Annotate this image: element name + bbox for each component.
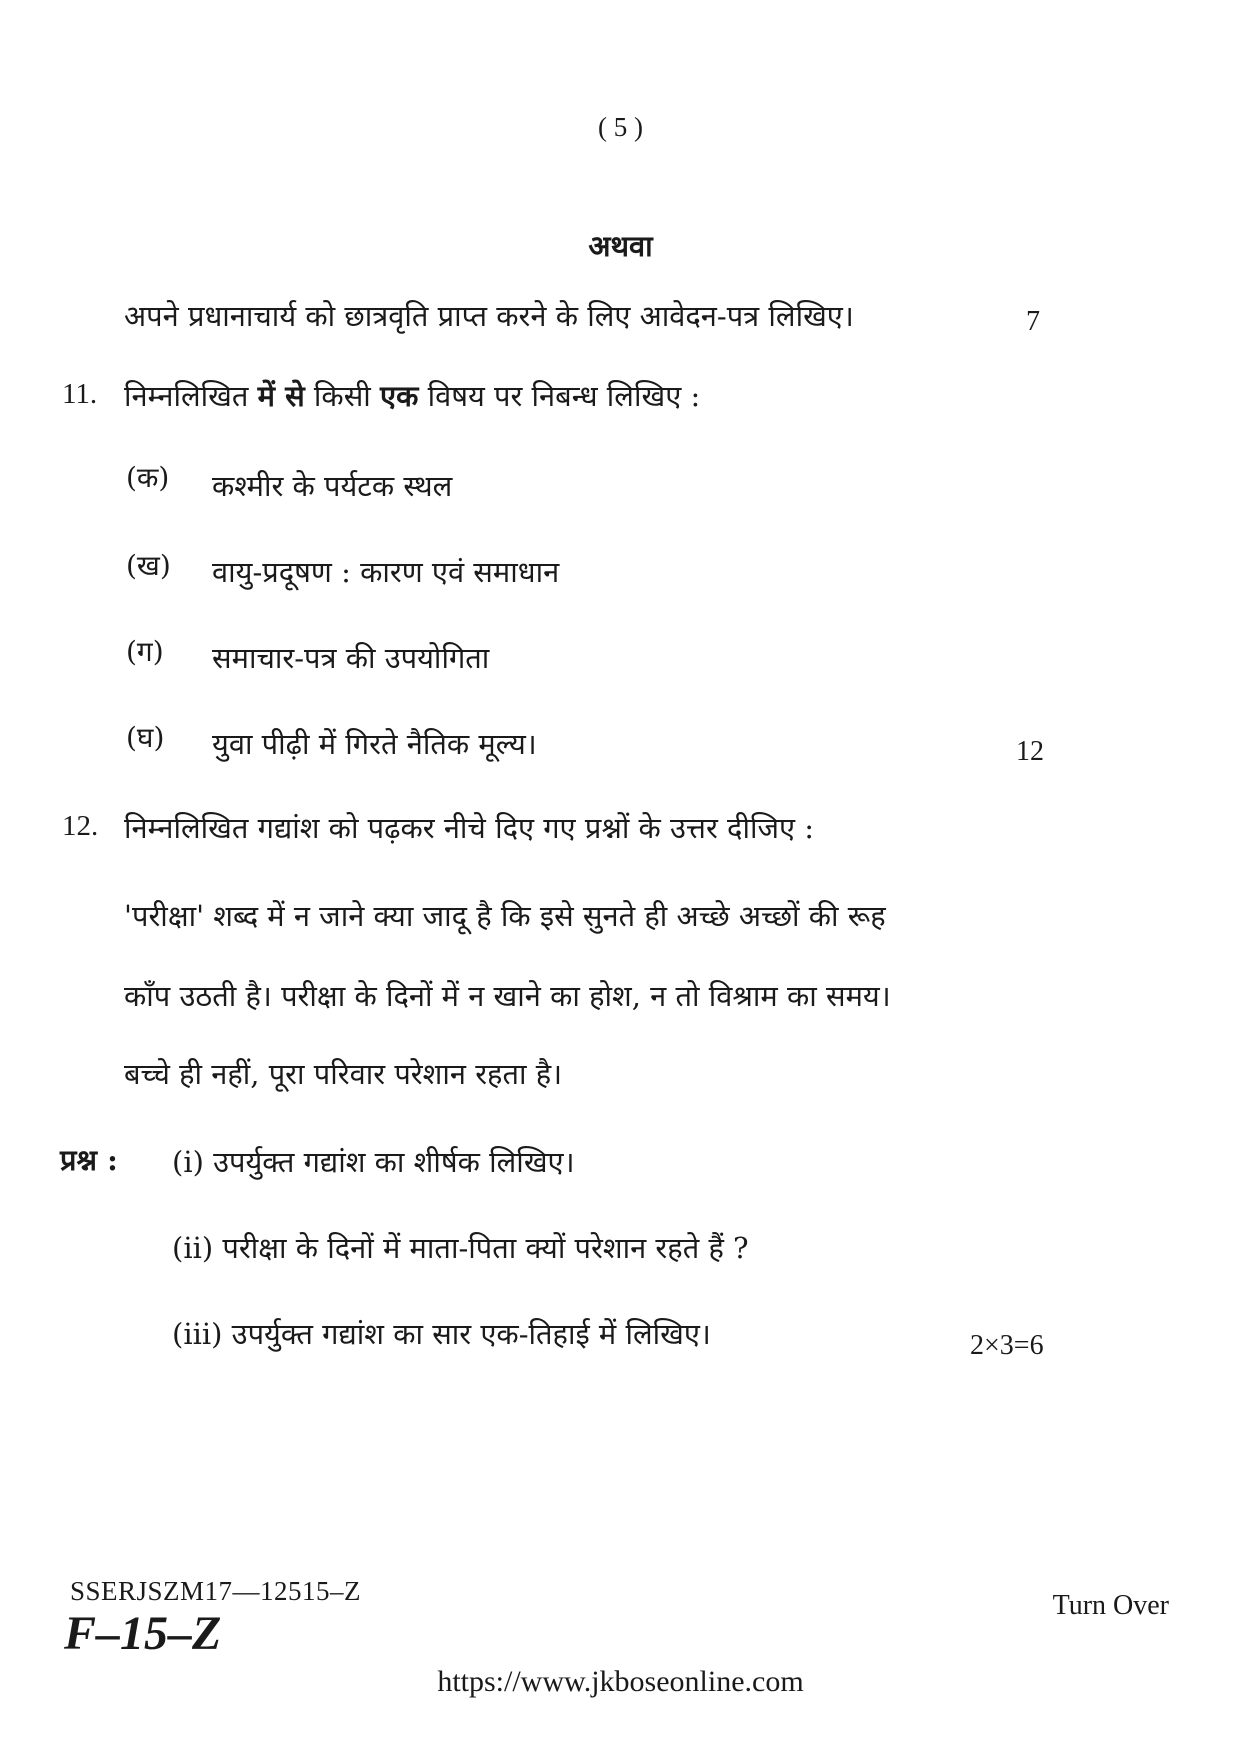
passage-line: काँप उठती है। परीक्षा के दिनों में न खाने का होश, न तो विश्राम का समय। [124,979,891,1013]
letter-question-text: अपने प्रधानाचार्य को छात्रवृति प्राप्त करने के लिए आवेदन-पत्र लिखिए। [124,299,854,333]
q12-number: 12. [62,810,99,842]
sub-question-text: उपर्युक्त गद्यांश का सार एक-तिहाई में लिखिए। [231,1317,711,1351]
q11-text-bold-2: एक [380,379,419,413]
sub-question [172,1314,711,1353]
sub-question-number: (iii) [172,1317,223,1351]
q11-number: 11. [62,378,98,410]
q11-option-text: कश्मीर के पर्यटक स्थल [212,469,453,503]
turn-over: Turn Over [1052,1590,1169,1621]
q11-text-bold-1: में से [257,379,305,413]
q12-text: निम्नलिखित गद्यांश को पढ़कर नीचे दिए गए प्रश्नों के उत्तर दीजिए : [124,811,815,845]
prashn-label: प्रश्न : [60,1143,118,1177]
paper-code: SSERJSZM17—12515–Z [70,1576,362,1606]
q11-text-pre: निम्नलिखित [124,379,249,413]
q11-option-text: समाचार-पत्र की उपयोगिता [212,641,490,675]
q11-marks: 12 [1016,736,1044,767]
passage-line: बच्चे ही नहीं, पूरा परिवार परेशान रहता है। [124,1057,563,1091]
website-url: https://www.jkboseonline.com [437,1665,804,1698]
q11-text-post: विषय पर निबन्ध लिखिए : [427,379,701,413]
letter-marks: 7 [1026,306,1040,337]
q11-option-text: वायु-प्रदूषण : कारण एवं समाधान [212,555,560,589]
q11-text [124,376,700,415]
sub-question [172,1228,749,1267]
paper-series: F–15–Z [64,1607,222,1660]
sub-question-number: (i) [172,1145,204,1179]
sub-question-number: (ii) [172,1231,214,1265]
q11-option-label: (क) [126,461,170,494]
q11-option-label: (ख) [126,549,171,582]
q11-option-text: युवा पीढ़ी में गिरते नैतिक मूल्य। [212,727,537,761]
q11-text-mid: किसी [313,379,371,413]
q12-marks: 2×3=6 [970,1330,1044,1361]
sub-question-text: उपर्युक्त गद्यांश का शीर्षक लिखिए। [213,1145,575,1179]
sub-question-text: परीक्षा के दिनों में माता-पिता क्यों परेशान रहते हैं ? [222,1231,749,1265]
page-number: ( 5 ) [598,112,643,142]
passage-line: 'परीक्षा' शब्द में न जाने क्या जादू है कि इसे सुनते ही अच्छे अच्छों की रूह [124,899,886,933]
athva-heading: अथवा [588,229,653,263]
q11-option-label: (घ) [126,721,165,754]
q11-option-label: (ग) [126,635,164,668]
sub-question [172,1142,575,1181]
